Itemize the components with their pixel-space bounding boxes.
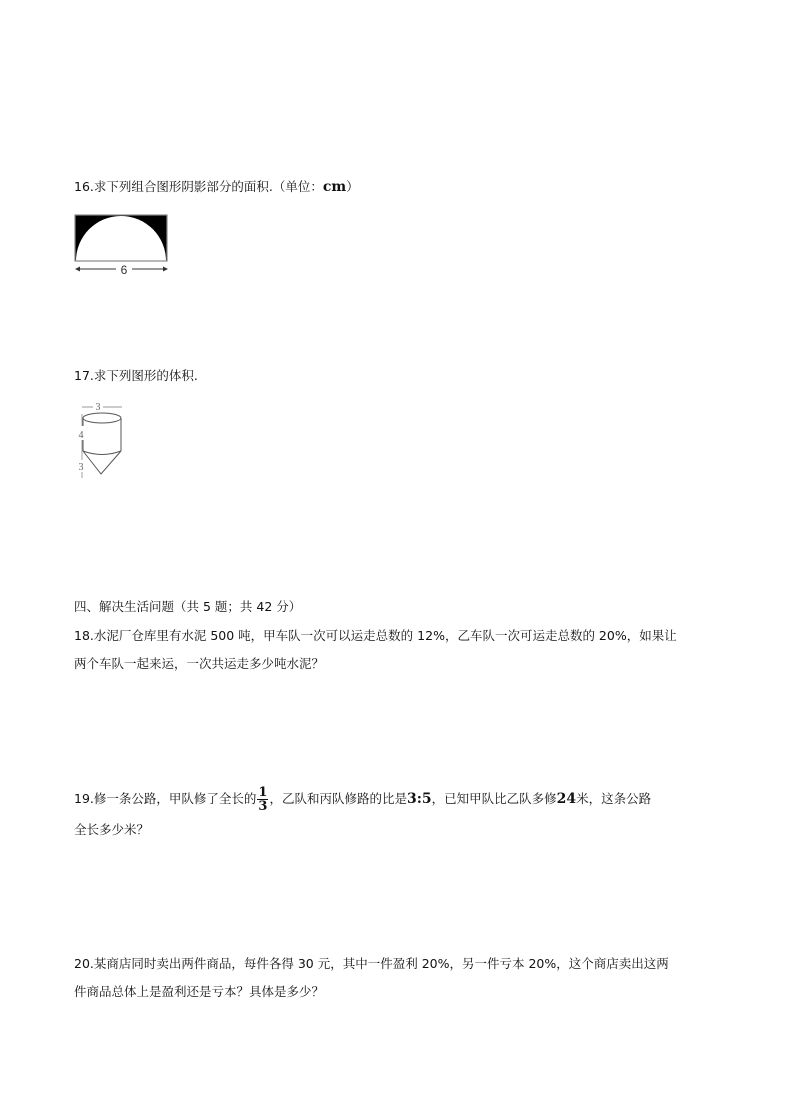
question-19-line1 <box>74 784 651 814</box>
q16-text: 16.求下列组合图形阴影部分的面积.（单位： <box>74 179 323 194</box>
q17-figure <box>74 398 134 483</box>
width-label: 6 <box>120 263 128 277</box>
diameter-label: 3 <box>95 402 101 413</box>
q16-figure <box>70 210 175 280</box>
q19-part3: ，已知甲队比乙队多修 <box>431 791 557 806</box>
fraction-one-third <box>257 786 268 813</box>
q19-part4: 米，这条公路 <box>576 791 652 806</box>
q16-close: ） <box>346 179 359 194</box>
cone-height-label: 3 <box>78 462 84 473</box>
q19-ratio: 3:5 <box>406 791 432 807</box>
question-17: 17.求下列图形的体积. <box>74 368 198 383</box>
question-18-line2: 两个车队一起来运，一次共运走多少吨水泥？ <box>74 656 325 671</box>
q19-part2: ，乙队和丙队修路的比是 <box>269 791 407 806</box>
frac-num: 1 <box>258 785 268 800</box>
section-4-title: 四、解决生活问题（共 5 题；共 42 分） <box>74 599 302 614</box>
q19-amount: 24 <box>556 791 577 807</box>
question-19-line2: 全长多少米？ <box>74 822 150 837</box>
question-20-line2: 件商品总体上是盈利还是亏本？具体是多少？ <box>74 984 325 999</box>
question-18-line1: 18.水泥厂仓库里有水泥 500 吨，甲车队一次可以运走总数的 12%，乙车队一次可运走总数的 20%，如果让 <box>74 628 677 643</box>
question-16 <box>74 179 359 195</box>
frac-den: 3 <box>258 799 268 814</box>
question-20-line1: 20.某商店同时卖出两件商品，每件各得 30 元，其中一件盈利 20%，另一件亏本 20%，这个商店卖出这两 <box>74 956 669 971</box>
cylinder-height-label: 4 <box>78 430 84 441</box>
q16-unit: cm <box>322 179 347 195</box>
q19-part1: 19.修一条公路，甲队修了全长的 <box>74 791 257 806</box>
